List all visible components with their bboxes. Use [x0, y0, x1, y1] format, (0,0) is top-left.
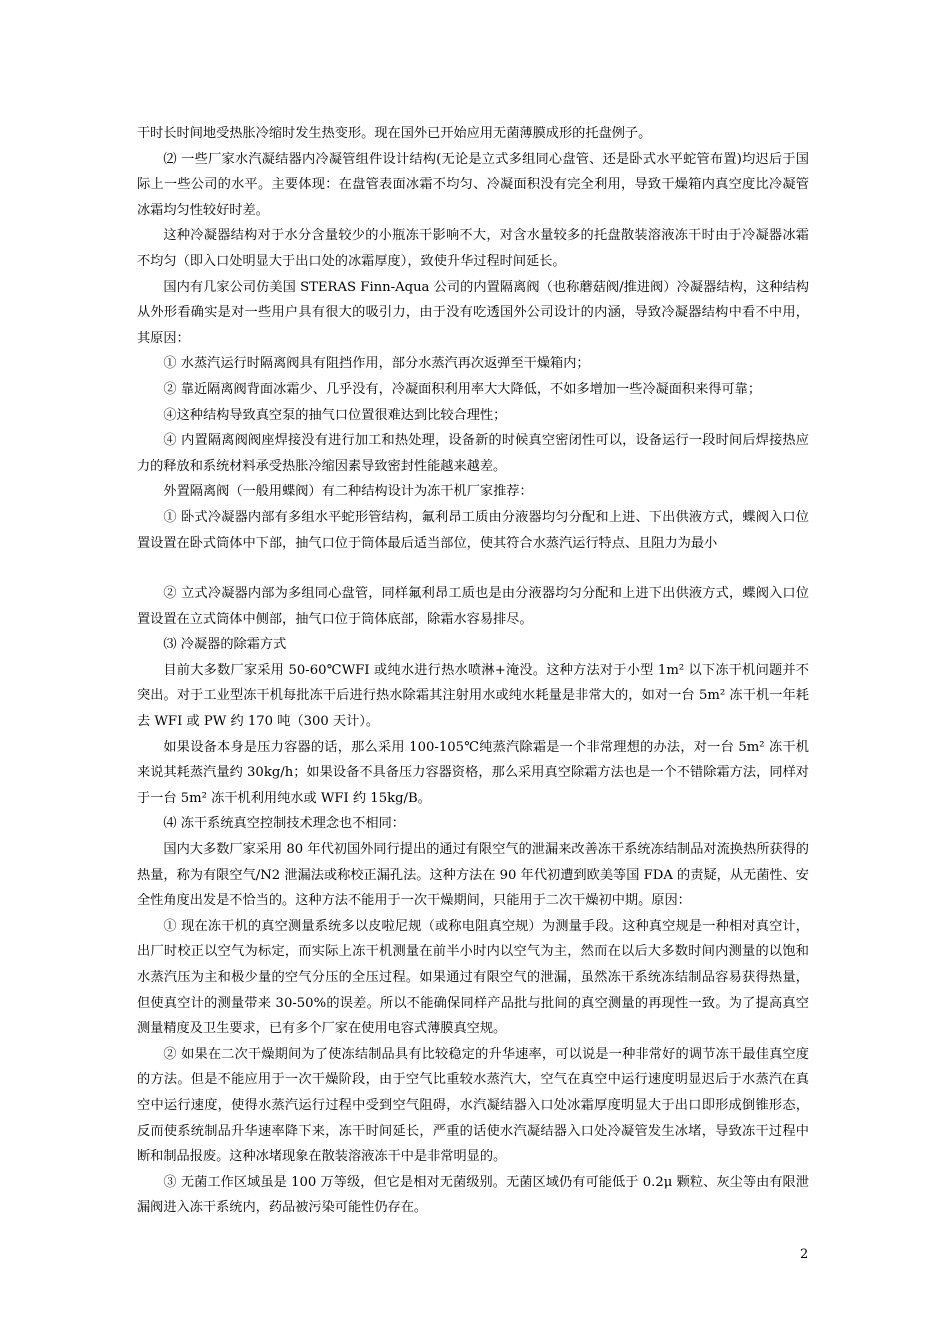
list-item-sterile-area: ③ 无菌工作区域虽是 100 万等级，但它是相对无菌级别。无菌区域仍有可能低于 0.2μ 颗粒、灰尘等由有限泄漏阀进入冻干系统内，药品被污染可能性仍存在。 — [137, 1174, 809, 1216]
list-item-reason-2: ② 靠近隔离阀背面冰霜少、几乎没有，冷凝面积利用率大大降低，不如多增加一些冷凝面积来得可靠； — [163, 381, 762, 397]
paragraph-external-valve: 外置隔离阀（一般用蝶阀）有二种结构设计为冻干机厂家推荐： — [163, 484, 533, 500]
list-item-vacuum-gauge: ① 现在冻干机的真空测量系统多以皮啦尼规（或称电阻真空规）为测量手段。这种真空规是一种相对真空计，出厂时校正以空气为标定，而实际上冻干机测量在前半小时内以空气为主，然而在以后大多数时间内测量的以饱和水蒸汽压为主和极少量的空气分压的全压过程。如果通过有限空气的泄漏，虽然冻干系统冻结制品容易获得热量，但使真空计的测量带来 30-50%的误差。所以不能确保同样产品批与批间的真空测量的再现性一致。为了提高真空测量精度及卫生要求，已有多个厂家在使用电容式薄膜真空规。 — [137, 918, 809, 1037]
list-item-vertical-condenser: ② 立式冷凝器内部为多组同心盘管，同样氟利昂工质也是由分液器均匀分配和上进下出供液方式，蝶阀入口位置设置在立式筒体中侧部，抽气口位于筒体底部，除霜水容易排尽。 — [137, 586, 809, 627]
paragraph-condenser-frost: 这种冷凝器结构对于水分含量较少的小瓶冻干影响不大，对含水量较多的托盘散装溶液冻干时由于冷凝器冰霜不均匀（即入口处明显大于出口处的冰霜厚度），致使升华过程时间延长。 — [137, 228, 809, 269]
section-heading-defrost: ⑶ 冷凝器的除霜方式 — [163, 637, 287, 653]
list-item-secondary-drying: ② 如果在二次干燥期间为了使冻结制品具有比较稳定的升华速率，可以说是一种非常好的调节冻干最佳真空度的方法。但是不能应用于一次干燥阶段，由于空气比重较水蒸汽大，空气在真空中运行速度明显迟后于水蒸汽在真空中运行速度，使得水蒸汽运行过程中受到空气阻碍，水汽凝结器入口处冰霜厚度明显大于出口即形成倒锥形态，反而使系统制品升华速率降下来，冻干时间延长，严重的话使水汽凝结器入口处冷凝管发生冰堵，导致冻干过程中断和制品报废。这种冰堵现象在散装溶液冻干中是非常明显的。 — [137, 1046, 809, 1165]
paragraph-leak-method: 国内大多数厂家采用 80 年代初国外同行提出的通过有限空气的泄漏来改善冻干系统冻结制品对流换热所获得的热量，称为有限空气/N2 泄漏法或称校正漏孔法。这种方法在 90 年代初遭到欧美等国 FDA 的责疑，从无菌性、安全性角度出发是不恰当的。这种方法不能用于一次干燥期间，只能用于二次干燥初中期。原因： — [137, 842, 809, 909]
paragraph-continuation: 干时长时间地受热胀冷缩时发生热变形。现在国外已开始应用无菌薄膜成形的托盘例子。 — [137, 126, 652, 141]
paragraph-internal-valve: 国内有几家公司仿美国 STERAS Finn-Aqua 公司的内置隔离阀（也称蘑菇阀/推进阀）冷凝器结构，这种结构从外形看确实是对一些用户具有很大的吸引力，由于没有吃透国外公司设计的内涵，导致冷凝器结构中看不中用，其原因： — [137, 279, 809, 346]
paragraph-steam-defrost: 如果设备本身是压力容器的话，那么采用 100-105℃纯蒸汽除霜是一个非常理想的办法，对一台 5m² 冻干机来说其耗蒸汽量约 30kg/h；如果设备不具备压力容器资格，那么采用真空除霜方法也是一个不错除霜方法，同样对于一台 5m² 冻干机利用纯水或 WFI 约 15kg/B。 — [137, 739, 809, 806]
document-body — [137, 121, 809, 1221]
list-item-reason-3: ④这种结构导致真空泵的抽气口位置很难达到比较合理性； — [163, 407, 507, 423]
list-item-horizontal-condenser: ① 卧式冷凝器内部有多组水平蛇形管结构，氟利昂工质由分液器均匀分配和上进、下出供液方式，蝶阀入口位置设置在卧式筒体中下部，抽气口位于筒体最后适当部位，使其符合水蒸汽运行特点、且阻力为最小 — [137, 509, 809, 551]
page-number: 2 — [800, 1247, 809, 1262]
list-item-reason-1: ① 水蒸汽运行时隔离阀具有阻挡作用，部分水蒸汽再次返弹至干燥箱内； — [163, 356, 590, 372]
paragraph-hot-water-defrost: 目前大多数厂家采用 50-60℃WFI 或纯水进行热水喷淋+淹没。这种方法对于小型 1m² 以下冻干机问题并不突出。对于工业型冻干机每批冻干后进行热水除霜其注射用水或纯水耗量是非常大的，如对一台 5m² 冻干机一年耗去 WFI 或 PW 约 170 吨（300 天计）。 — [137, 662, 809, 730]
paragraph-item-2: ⑵ 一些厂家水汽凝结器内冷凝管组件设计结构(无论是立式多组同心盘管、还是卧式水平蛇管布置)均迟后于国际上一些公司的水平。主要体现：在盘管表面冰霜不均匀、冷凝面积没有完全利用，导致干燥箱内真空度比冷凝管冰霜均匀性较好时差。 — [137, 151, 809, 218]
section-heading-vacuum-control: ⑷ 冻干系统真空控制技术理念也不相同： — [163, 816, 405, 832]
list-item-reason-4: ④ 内置隔离阀阀座焊接没有进行加工和热处理，设备新的时候真空密闭性可以，设备运行一段时间后焊接热应力的释放和系统材料承受热胀冷缩因素导致密封性能越来越差。 — [137, 433, 809, 474]
